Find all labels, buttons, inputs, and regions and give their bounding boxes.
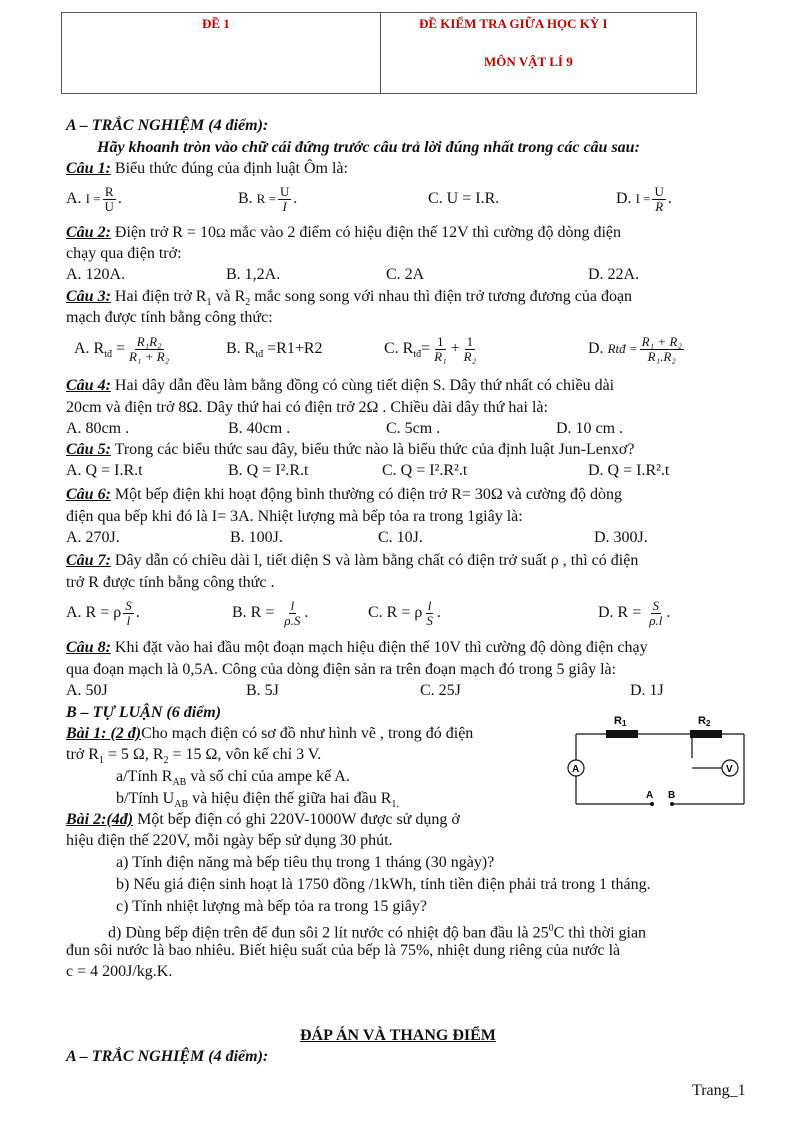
question-6-cont: điện qua bếp khi đó là I= 3A. Nhiệt lượng mà bếp tỏa ra trong 1giây là:	[66, 508, 523, 525]
q4-option-c[interactable]: C. 5cm .	[386, 420, 441, 437]
terminal-a	[650, 802, 654, 806]
question-2-cont: chạy qua điện trở:	[66, 245, 182, 262]
q1-option-a[interactable]: A. I = $\frac{R}{U}$ .	[66, 183, 122, 214]
bai-2-c: c) Tính nhiệt lượng mà bếp tỏa ra trong 15 giây?	[116, 898, 427, 915]
exam-title: ĐỀ KIỂM TRA GIỮA HỌC KỲ I	[419, 16, 608, 31]
q1-option-c[interactable]: C. U = I.R.	[428, 190, 500, 207]
q3-option-d[interactable]: D. Rtđ = $\frac{\text{R₁ + R₂}}{\text{R₁.R₂}}$	[588, 333, 682, 364]
q2-option-b[interactable]: B. 1,2A.	[226, 266, 281, 283]
q7-option-c[interactable]: C. R = ρ $\frac{l}{S}$ .	[368, 597, 441, 628]
exam-code: ĐỀ 1	[202, 16, 230, 31]
question-2: Câu 2: Điện trở R = 10Ω mắc vào 2 điểm có hiệu điện thế 12V thì cường độ dòng điện	[66, 224, 622, 241]
instruction: Hãy khoanh tròn vào chữ cái đứng trước câu trả lời đúng nhất trong các câu sau:	[97, 139, 640, 156]
q7-option-b[interactable]: B. R = $\frac{l}{\rho.S}$ .	[232, 597, 309, 628]
q6-option-b[interactable]: B. 100J.	[230, 529, 283, 546]
q5-option-d[interactable]: D. Q = I.R².t	[588, 462, 670, 479]
question-3: Câu 3: Hai điện trở $R_1$ và $R_2$ mắc song song với nhau thì điện trở tương đương của đoạn	[66, 288, 633, 309]
question-4: Câu 4: Hai dây dẫn đều làm bằng đồng có cùng tiết diện S. Dây thứ nhất có chiều dài	[66, 377, 615, 394]
q5-option-b[interactable]: B. Q = I².R.t	[228, 462, 309, 479]
header-divider	[380, 13, 381, 93]
q3-option-a[interactable]: A. $R_{tđ}$ = $\frac{\text{R₁R₂}}{\text{R₁ + R₂}}$	[74, 333, 170, 364]
q8-option-b[interactable]: B. 5J	[246, 682, 279, 699]
label-ammeter: A	[572, 764, 580, 775]
label-terminal-a: A	[646, 790, 654, 801]
q8-option-d[interactable]: D. 1J	[630, 682, 664, 699]
section-a-heading: A – TRẮC NGHIỆM (4 điểm):	[66, 117, 269, 134]
resistor-r1	[606, 730, 638, 738]
bai-2-a: a) Tính điện năng mà bếp tiêu thụ trong 1 tháng (30 ngày)?	[116, 854, 495, 871]
q6-option-d[interactable]: D. 300J.	[594, 529, 648, 546]
question-4-cont: 20cm và điện trở 8Ω. Dây thứ hai có điện trở 2Ω . Chiều dài dây thứ hai là:	[66, 399, 548, 416]
q4-option-d[interactable]: D. 10 cm .	[556, 420, 624, 437]
exam-subject: MÔN VẬT LÍ 9	[484, 54, 573, 69]
q5-option-c[interactable]: C. Q = I².R².t	[382, 462, 468, 479]
q1-option-b[interactable]: B. R = $\frac{U}{I}$ .	[238, 183, 298, 214]
question-7: Câu 7: Dây dẫn có chiều dài l, tiết diện S và làm bằng chất có điện trở suất ρ , thì có điện	[66, 552, 639, 569]
bai-1-a: a/Tính $R_{AB}$ và số chỉ của ampe kế A.	[116, 768, 350, 789]
q6-option-c[interactable]: C. 10J.	[378, 529, 423, 546]
bai-2-b: b) Nếu giá điện sinh hoạt là 1750 đồng /1kWh, tính tiền điện phải trả trong 1 tháng.	[116, 876, 651, 893]
label-r2: R2	[698, 715, 711, 728]
question-7-cont: trở R được tính bằng công thức .	[66, 574, 275, 591]
question-6: Câu 6: Một bếp điện khi hoạt động bình thường có điện trở R= 30Ω và cường độ dòng	[66, 486, 623, 503]
q1-option-d[interactable]: D. I = $\frac{U}{R}$ .	[616, 183, 672, 214]
bai-2-cont: hiệu điện thế 220V, mỗi ngày bếp sử dụng 30 phút.	[66, 832, 393, 849]
q7-option-d[interactable]: D. R = $\frac{S}{\rho.l}$ .	[598, 597, 671, 628]
bai-2-d-cont: đun sôi nước là bao nhiêu. Biết hiệu suất của bếp là 75%, nhiệt dung riêng của nước là	[66, 942, 621, 959]
bai-1-cont: trở $R_1 = 5$ Ω, $R_2 = 15$ Ω, vôn kế chỉ 3 V.	[66, 746, 322, 767]
question-1: Câu 1: Biểu thức đúng của định luật Ôm là:	[66, 160, 348, 177]
bai-1-b: b/Tính $U_{AB}$ và hiệu điện thế giữa hai đầu $R_{1.}$	[116, 790, 399, 811]
question-5: Câu 5: Trong các biểu thức sau đây, biểu thức nào là biểu thức của định luật Jun-Lenxơ?	[66, 441, 635, 458]
q3-option-c[interactable]: C. $R_{tđ}=$ $\frac{1}{\text{R₁}}$ + $\frac{1}{\text{R₂}}$	[384, 333, 477, 364]
question-8: Câu 8: Khi đặt vào hai đầu một đoạn mạch hiệu điện thế 10V thì cường độ dòng điện chạy	[66, 639, 648, 656]
q8-option-c[interactable]: C. 25J	[420, 682, 461, 699]
bai-2-d-cont2: c = 4 200J/kg.K.	[66, 963, 173, 980]
q8-option-a[interactable]: A. 50J	[66, 682, 108, 699]
label-voltmeter: V	[726, 764, 733, 775]
label-r1: R1	[614, 715, 627, 728]
resistor-r2	[690, 730, 722, 738]
terminal-b	[670, 802, 674, 806]
header-box	[61, 12, 697, 94]
circuit-diagram	[562, 712, 762, 820]
page-number: Trang_1	[692, 1082, 746, 1099]
bai-2-d: d) Dùng bếp điện trên để đun sôi 2 lít nước có nhiệt độ ban đầu là $25^0C$ thì thời gian	[108, 923, 647, 942]
bai-2: Bài 2:(4đ) Một bếp điện có ghi 220V-1000W được sử dụng ở	[66, 811, 460, 828]
answer-title: ĐÁP ÁN VÀ THANG ĐIỂM	[300, 1027, 496, 1044]
label-terminal-b: B	[668, 790, 676, 801]
q7-option-a[interactable]: A. R = ρ $\frac{S}{l}$ .	[66, 597, 140, 628]
q3-option-b[interactable]: B. $R_{tđ} =R1+R2$	[226, 340, 323, 361]
q2-option-d[interactable]: D. 22A.	[588, 266, 640, 283]
answer-section-a: A – TRẮC NGHIỆM (4 điểm):	[66, 1048, 269, 1065]
question-3-cont: mạch được tính bằng công thức:	[66, 309, 273, 326]
q6-option-a[interactable]: A. 270J.	[66, 529, 120, 546]
q4-option-a[interactable]: A. 80cm .	[66, 420, 130, 437]
question-8-cont: qua đoạn mạch là 0,5A. Công của dòng điện sản ra trên đoạn mạch đó trong 5 giây là:	[66, 661, 617, 678]
q4-option-b[interactable]: B. 40cm .	[228, 420, 291, 437]
q2-option-c[interactable]: C. 2A	[386, 266, 425, 283]
section-b-heading: B – TỰ LUẬN (6 điểm)	[66, 704, 222, 721]
q2-option-a[interactable]: A. 120A.	[66, 266, 126, 283]
q5-option-a[interactable]: A. Q = I.R.t	[66, 462, 143, 479]
bai-1: Bài 1: (2 đ)Cho mạch điện có sơ đồ như hình vẽ , trong đó điện	[66, 725, 474, 742]
